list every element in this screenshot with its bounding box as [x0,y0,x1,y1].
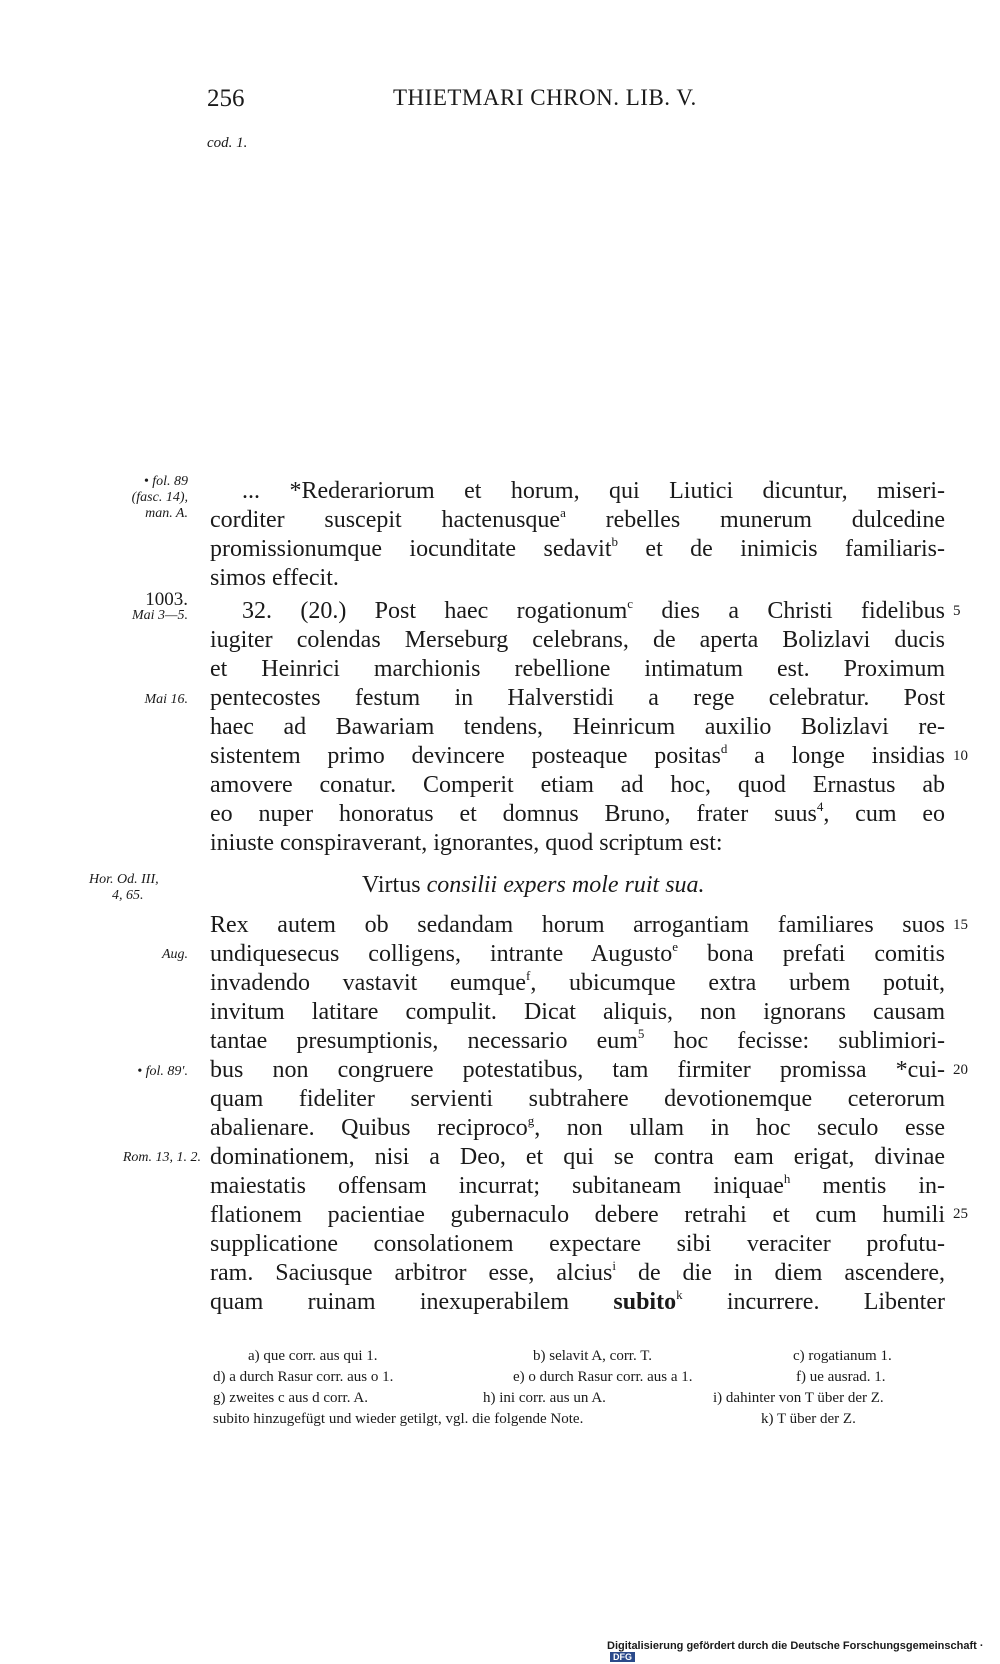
text-segment: maiestatis offensam incurrat; subitaneam iniquae [210,1173,784,1199]
line-number: 20 [953,1062,968,1078]
line-number: 10 [953,748,968,764]
codex-note: cod. 1. [207,135,248,151]
text-line-5 [242,597,945,626]
footnote-ref-h: h [783,1171,791,1186]
text-line-23 [210,1143,945,1172]
margin-note-romans: Rom. 13, 1. 2. [122,1150,201,1165]
margin-note-year [100,589,188,624]
margin-note-horace [60,872,188,904]
footnote-ref-d: d [720,741,728,756]
line-number: 15 [953,917,968,933]
text-segment: 32. (20.) Post haec rogationum [242,598,628,624]
footnote-subito: subito hinzugefügt und wieder getilgt, vgl. die folgende Note. [213,1411,584,1427]
text-line-11 [210,771,945,800]
text-line-10 [210,742,945,771]
text-segment: incurrere. Libenter [682,1289,945,1315]
quotation-line [362,871,862,900]
footnote-k: k) T über der Z. [761,1411,856,1427]
footnote-ref-a: a [560,505,566,520]
text-segment-bold: subito [613,1289,677,1315]
text-segment: a longe insidias [727,743,946,769]
text-segment: et Heinrici marchionis rebellione intimatum est. Proximum [210,656,945,682]
text-line-18 [210,998,945,1027]
text-segment: flationem pacientiae gubernaculo debere retrahi et cum humili [210,1202,945,1228]
text-segment: simos effecit. [210,565,339,591]
footnote-d: d) a durch Rasur corr. aus o 1. [213,1369,394,1385]
margin-note-mai16: Mai 16. [144,692,188,707]
text-line-7 [210,655,945,684]
text-segment: tantae presumptionis, necessario eum [210,1028,638,1054]
text-segment: iniuste conspiraverant, ignorantes, quod scriptum est: [210,830,723,856]
text-line-12 [210,800,945,829]
text-segment: bus non congruere potestatibus, tam firmiter promissa *cui- [210,1057,945,1083]
text-line-17 [210,969,945,998]
text-line-9 [210,713,945,742]
credit-text: Digitalisierung gefördert durch die Deutsche Forschungsgemeinschaft · [607,1640,984,1652]
footnote-h: h) ini corr. aus un A. [483,1390,606,1406]
text-line-28 [210,1288,945,1317]
text-segment: abalienare. Quibus reciproco [210,1115,528,1141]
text-segment: quam ruinam inexuperabilem [210,1289,614,1315]
text-segment: , cum eo [823,801,945,827]
text-line-27 [210,1259,945,1288]
footnote-ref-c: c [627,596,634,611]
text-segment: ... *Rederariorum et horum, qui Liutici dicuntur, miseri- [242,478,945,504]
margin-date: Mai 3—5. [132,608,188,623]
text-segment: ram. Saciusque arbitror esse, alcius [210,1260,613,1286]
footnote-ref-4: 4 [816,799,824,814]
text-segment: , ubicumque extra urbem potuit, [530,970,946,996]
quotation-text: Virtus [362,872,427,898]
text-line-25 [210,1201,945,1230]
footnote-g: g) zweites c aus d corr. A. [213,1390,368,1406]
text-segment: dominationem, nisi a Deo, et qui se contra eam erigat, divinae [210,1144,945,1170]
text-segment: de die in diem ascendere, [616,1260,945,1286]
text-line-13 [210,829,945,858]
margin-note-line: (fasc. 14), [131,490,188,505]
text-segment: eo nuper honoratus et domnus Bruno, frater suus [210,801,817,827]
footnote-c: c) rogatianum 1. [793,1348,892,1364]
quotation-text-italic: consilii expers mole ruit sua. [426,872,705,898]
footnote-ref-i: i [612,1258,616,1273]
text-line-6 [210,626,945,655]
text-segment: pentecostes festum in Halverstidi a rege celebratur. Post [210,685,945,711]
text-segment: rebelles munerum dulcedine [565,507,945,533]
text-segment: amovere conatur. Comperit etiam ad hoc, quod Ernastus ab [210,772,945,798]
margin-note-fol89v: • fol. 89′. [137,1064,188,1079]
text-segment: haec ad Bawariam tendens, Heinricum auxilio Bolizlavi re- [210,714,945,740]
text-segment: dies a Christi fidelibus [633,598,945,624]
text-segment: undiquesecus colligens, intrante Augusto [210,941,673,967]
footnote-a: a) que corr. aus qui 1. [248,1348,378,1364]
margin-note-line: man. A. [145,506,188,521]
text-segment: , non ullam in hoc seculo esse [534,1115,945,1141]
text-line-4 [210,564,945,593]
footnote-ref-b: b [611,534,618,549]
text-segment: mentis in- [790,1173,945,1199]
text-line-1 [242,477,945,506]
text-segment: sistentem primo devincere posteaque positas [210,743,721,769]
text-line-3 [210,535,945,564]
margin-note-line: • fol. 89 [143,474,188,489]
text-line-20 [210,1056,945,1085]
footnote-b: b) selavit A, corr. T. [533,1348,653,1364]
margin-note-fol89 [100,474,188,522]
text-segment: hoc fecisse: sublimiori- [644,1028,945,1054]
footnote-ref-5: 5 [637,1026,645,1041]
text-line-2 [210,506,945,535]
footnote-i: i) dahinter von T über der Z. [713,1390,884,1406]
dfg-logo: DFG [610,1652,635,1662]
text-line-26 [210,1230,945,1259]
margin-year: 1003. [145,589,188,610]
text-line-24 [210,1172,945,1201]
footnote-ref-e: e [672,939,679,954]
text-segment: supplicatione consolationem expectare sibi veraciter profutu- [210,1231,945,1257]
text-line-22 [210,1114,945,1143]
page-number: 256 [207,85,245,112]
text-line-15 [210,911,945,940]
margin-note-line: 4, 65. [112,888,144,903]
text-line-19 [210,1027,945,1056]
text-segment: et de inimicis familiaris- [617,536,945,562]
text-segment: invitum latitare compulit. Dicat aliquis, non ignorans causam [210,999,945,1025]
text-segment: promissionumque iocunditate sedavit [210,536,612,562]
text-segment: iugiter colendas Merseburg celebrans, de aperta Bolizlavi ducis [210,627,945,653]
line-number: 5 [953,603,961,619]
text-segment: Rex autem ob sedandam horum arrogantiam familiares suos [210,912,945,938]
running-title: THIETMARI CHRON. LIB. V. [393,85,697,110]
text-line-16 [210,940,945,969]
text-segment: invadendo vastavit eumque [210,970,526,996]
footnote-ref-f: f [525,968,531,983]
text-segment: corditer suscepit hactenusque [210,507,561,533]
digitization-credit [607,1640,1000,1664]
margin-note-aug: Aug. [161,947,188,962]
footnote-ref-g: g [527,1113,535,1128]
line-number: 25 [953,1206,968,1222]
text-line-21 [210,1085,945,1114]
margin-note-line: Hor. Od. III, [89,872,159,887]
footnote-ref-k: k [676,1287,683,1302]
text-line-8 [210,684,945,713]
text-segment: bona prefati comitis [678,941,945,967]
footnote-f: f) ue ausrad. 1. [796,1369,886,1385]
footnote-e: e) o durch Rasur corr. aus a 1. [513,1369,693,1385]
text-segment: quam fideliter servienti subtrahere devotionemque ceterorum [210,1086,945,1112]
